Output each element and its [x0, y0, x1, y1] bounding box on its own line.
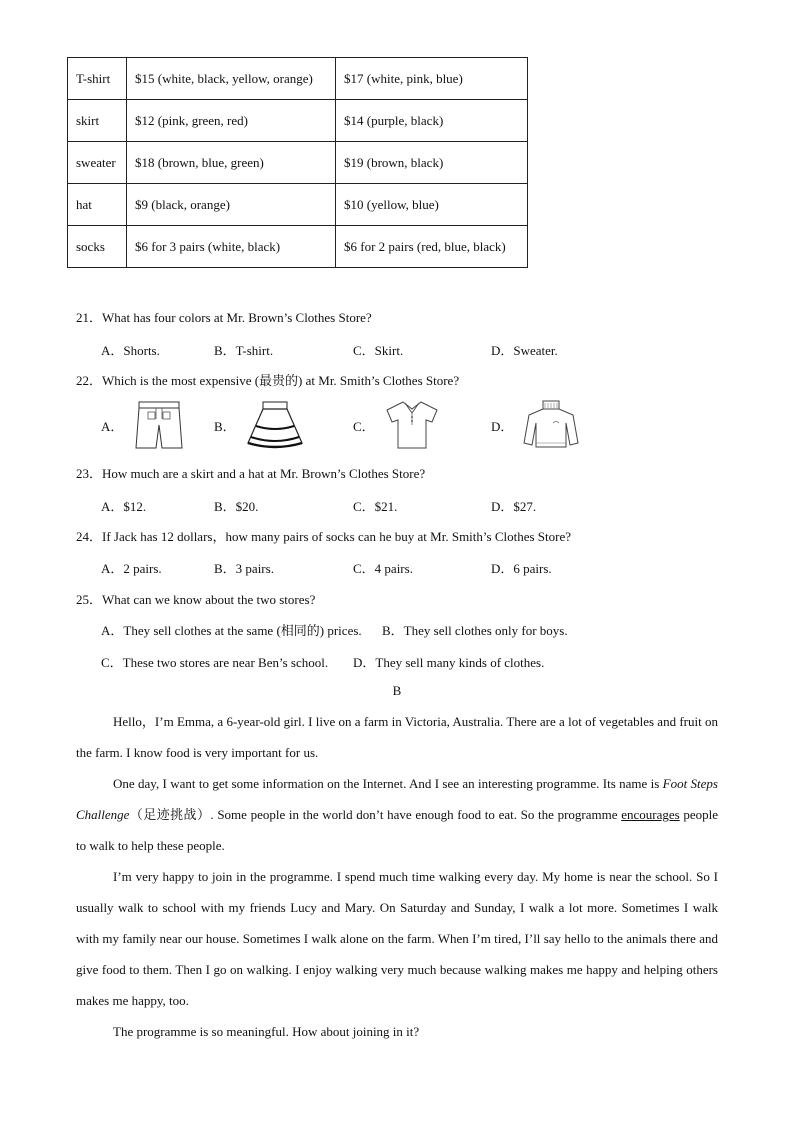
- tshirt-icon: [383, 399, 441, 451]
- section-b-heading: B: [392, 683, 402, 698]
- passage-paragraph-1: Hello，I’m Emma, a 6-year-old girl. I live on a farm in Victoria, Australia. There are a lot of vegetables and fruit on the farm. I know food is very important for us.: [76, 714, 718, 760]
- q24-option-a[interactable]: A．2 pairs.: [101, 561, 162, 576]
- table-row: [68, 184, 528, 226]
- q22-option-a-label: A．: [101, 418, 124, 434]
- table-row: [68, 100, 528, 142]
- q25-option-d[interactable]: D．They sell many kinds of clothes.: [353, 655, 545, 670]
- table-cell: $9 (black, orange): [127, 184, 336, 226]
- q24-option-d[interactable]: D．6 pairs.: [491, 561, 552, 576]
- question-24-stem: 24．If Jack has 12 dollars，how many pairs of socks can he buy at Mr. Smith’s Clothes Store?: [76, 529, 572, 544]
- q22-option-d-label: D．: [491, 418, 514, 434]
- passage-text: One day, I want to get some information on the Internet. And I see an interesting programme. Its name is: [113, 776, 663, 791]
- q21-option-b[interactable]: B．T-shirt.: [214, 343, 274, 358]
- q22-option-c-label: C．: [353, 418, 375, 434]
- q21-option-d[interactable]: D．Sweater.: [491, 343, 558, 358]
- table-cell: socks: [68, 226, 127, 268]
- passage-text: people to walk to help these people.: [76, 807, 718, 853]
- table-cell: $17 (white, pink, blue): [336, 58, 528, 100]
- reading-passage: [76, 706, 718, 1047]
- table-cell: $14 (purple, black): [336, 100, 528, 142]
- sweater-icon: [521, 399, 581, 451]
- passage-paragraph-3: I’m very happy to join in the programme. I spend much time walking every day. My home is near the school. So I usually walk to school with my friends Lucy and Mary. On Saturday and Sunday, I walk a lot more. Sometimes I walk with my family near our house. Sometimes I walk alone on the farm. When I’m tired, I’ll say hello to the animals there and give food to them. Then I go on walking. I enjoy walking very much because walking makes me happy and helping others makes me happy, too.: [76, 869, 718, 1008]
- table-cell: hat: [68, 184, 127, 226]
- q23-option-b[interactable]: B．$20.: [214, 499, 259, 514]
- q24-option-c[interactable]: C．4 pairs.: [353, 561, 413, 576]
- q23-option-c[interactable]: C．$21.: [353, 499, 398, 514]
- q25-option-b[interactable]: B．They sell clothes only for boys.: [382, 623, 568, 638]
- q25-option-c[interactable]: C．These two stores are near Ben’s school.: [101, 655, 329, 670]
- table-cell: $19 (brown, black): [336, 142, 528, 184]
- table-cell: $10 (yellow, blue): [336, 184, 528, 226]
- q22-option-b[interactable]: [214, 399, 306, 451]
- table-cell: skirt: [68, 100, 127, 142]
- table-row: [68, 142, 528, 184]
- table-cell: $12 (pink, green, red): [127, 100, 336, 142]
- table-row: [68, 58, 528, 100]
- q21-option-c[interactable]: C．Skirt.: [353, 343, 404, 358]
- question-25-stem: 25．What can we know about the two stores?: [76, 592, 316, 607]
- shorts-icon: [131, 399, 187, 451]
- table-cell: $6 for 3 pairs (white, black): [127, 226, 336, 268]
- q23-option-d[interactable]: D．$27.: [491, 499, 537, 514]
- question-23-stem: 23．How much are a skirt and a hat at Mr. Brown’s Clothes Store?: [76, 466, 426, 481]
- table-cell: $6 for 2 pairs (red, blue, black): [336, 226, 528, 268]
- table-cell: $15 (white, black, yellow, orange): [127, 58, 336, 100]
- q23-option-a[interactable]: A．$12.: [101, 499, 147, 514]
- programme-title: Foot Steps Challenge: [76, 776, 718, 822]
- underlined-word: encourages: [621, 807, 680, 822]
- q22-option-a[interactable]: [101, 399, 187, 451]
- table-row: [68, 226, 528, 268]
- q24-option-b[interactable]: B．3 pairs.: [214, 561, 274, 576]
- table-cell: T-shirt: [68, 58, 127, 100]
- passage-paragraph-4: The programme is so meaningful. How about joining in it?: [113, 1024, 420, 1039]
- table-cell: sweater: [68, 142, 127, 184]
- passage-paragraph-2: [76, 768, 718, 861]
- skirt-icon: [244, 399, 306, 451]
- q25-option-a[interactable]: A．They sell clothes at the same (相同的) prices.: [101, 623, 362, 638]
- q22-option-b-label: B．: [214, 418, 236, 434]
- q22-option-d[interactable]: [491, 399, 581, 451]
- passage-text: （足迹挑战）. Some people in the world don’t have enough food to eat. So the programme: [129, 807, 622, 822]
- question-22-stem: 22．Which is the most expensive (最贵的) at Mr. Smith’s Clothes Store?: [76, 373, 460, 388]
- question-21-stem: 21．What has four colors at Mr. Brown’s Clothes Store?: [76, 310, 372, 325]
- q21-option-a[interactable]: A．Shorts.: [101, 343, 160, 358]
- q22-option-c[interactable]: [353, 399, 441, 451]
- price-table: [67, 57, 528, 268]
- table-cell: $18 (brown, blue, green): [127, 142, 336, 184]
